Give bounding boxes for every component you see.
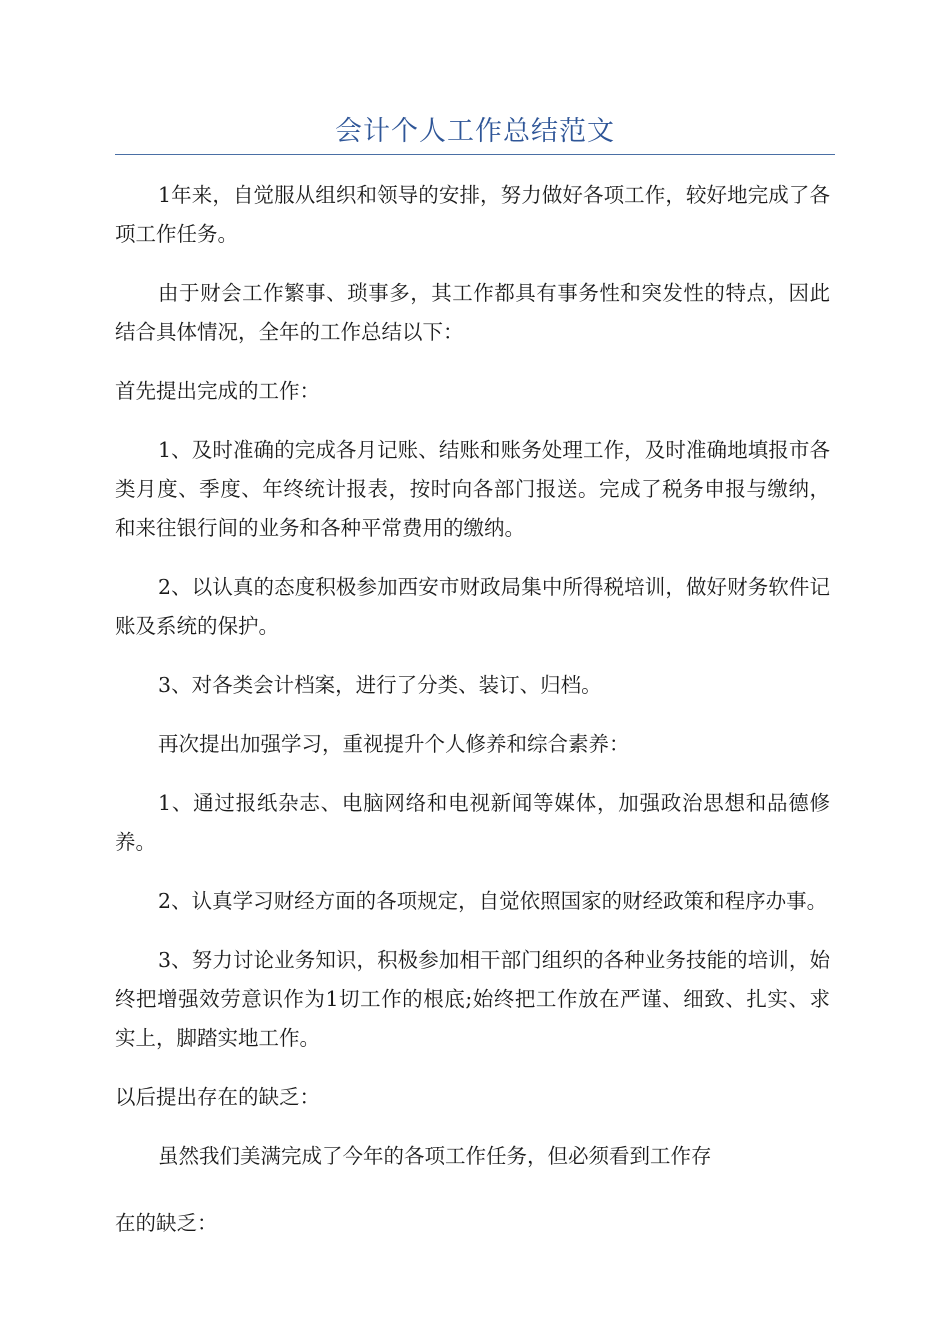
paragraph: 2、以认真的态度积极参加西安市财政局集中所得税培训，做好财务软件记账及系统的保护。 bbox=[115, 575, 830, 638]
paragraph: 1年来，自觉服从组织和领导的安排，努力做好各项工作，较好地完成了各项工作任务。 bbox=[115, 183, 830, 246]
paragraph: 2、认真学习财经方面的各项规定，自觉依照国家的财经政策和程序办事。 bbox=[158, 889, 828, 913]
paragraph: 3、对各类会计档案，进行了分类、装订、归档。 bbox=[158, 673, 602, 697]
paragraph: 虽然我们美满完成了今年的各项工作任务，但必须看到工作存 bbox=[158, 1144, 712, 1168]
section-heading: 首先提出完成的工作： bbox=[115, 379, 320, 403]
section-heading: 再次提出加强学习，重视提升个人修养和综合素养： bbox=[158, 732, 630, 756]
paragraph: 由于财会工作繁事、琐事多，其工作都具有事务性和突发性的特点，因此结合具体情况，全年的工作总结以下： bbox=[115, 281, 830, 344]
paragraph: 在的缺乏： bbox=[115, 1211, 218, 1235]
document-title: 会计个人工作总结范文 bbox=[335, 116, 615, 147]
paragraph: 1、通过报纸杂志、电脑网络和电视新闻等媒体，加强政治思想和品德修养。 bbox=[115, 791, 830, 854]
section-heading: 以后提出存在的缺乏： bbox=[115, 1085, 320, 1109]
paragraph: 1、及时准确的完成各月记账、结账和账务处理工作，及时准确地填报市各类月度、季度、年终统计报表，按时向各部门报送。完成了税务申报与缴纳，和来往银行间的业务和各种平常费用的缴纳。 bbox=[115, 438, 830, 540]
paragraph: 3、努力讨论业务知识，积极参加相干部门组织的各种业务技能的培训，始终把增强效劳意识作为1切工作的根底;始终把工作放在严谨、细致、扎实、求实上，脚踏实地工作。 bbox=[115, 948, 830, 1050]
document-body bbox=[115, 176, 830, 1263]
title-underline bbox=[115, 154, 835, 155]
